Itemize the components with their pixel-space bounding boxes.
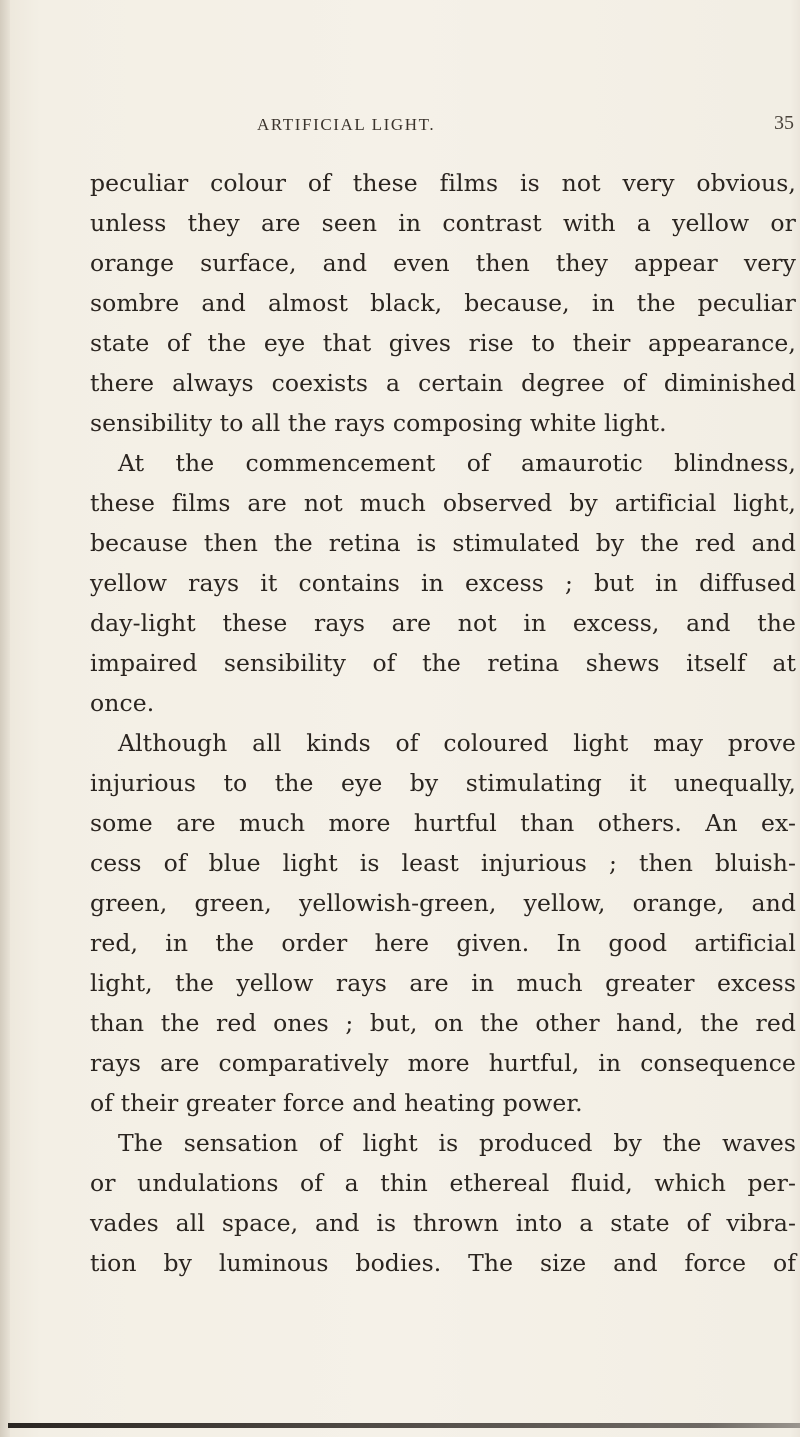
text-line: than the red ones ; but, on the other hand, the red xyxy=(90,1009,796,1037)
text-line: of their greater force and heating power. xyxy=(90,1089,583,1117)
text-line: light, the yellow rays are in much greater excess xyxy=(90,969,796,997)
text-line: these films are not much observed by artificial light, xyxy=(90,489,796,517)
page-number: 35 xyxy=(774,112,794,134)
text-line: tion by luminous bodies. The size and force of xyxy=(90,1249,796,1277)
page-bottom-edge xyxy=(8,1423,800,1428)
text-line: yellow rays it contains in excess ; but in diffused xyxy=(90,569,796,597)
text-line: peculiar colour of these films is not very obvious, xyxy=(90,169,796,197)
text-line: sombre and almost black, because, in the peculiar xyxy=(90,289,796,317)
running-head xyxy=(90,103,796,133)
paragraph-start-line: Although all kinds of coloured light may prove xyxy=(118,729,796,757)
text-line: red, in the order here given. In good artificial xyxy=(90,929,796,957)
text-line: there always coexists a certain degree of diminished xyxy=(90,369,796,397)
text-line: day-light these rays are not in excess, and the xyxy=(90,609,796,637)
text-line: unless they are seen in contrast with a yellow or xyxy=(90,209,796,237)
running-head-title: ARTIFICIAL LIGHT. xyxy=(257,115,436,134)
text-line: or undulations of a thin ethereal fluid, which per- xyxy=(90,1169,796,1197)
text-line: rays are comparatively more hurtful, in consequence xyxy=(90,1049,796,1077)
body-text xyxy=(90,163,796,1283)
text-line: green, green, yellowish-green, yellow, orange, and xyxy=(90,889,796,917)
text-line: vades all space, and is thrown into a state of vibra- xyxy=(90,1209,796,1237)
text-line: cess of blue light is least injurious ; then bluish- xyxy=(90,849,796,877)
paragraph-start-line: At the commencement of amaurotic blindness, xyxy=(118,449,796,477)
page-gutter-shadow xyxy=(0,0,10,1437)
text-line: orange surface, and even then they appear very xyxy=(90,249,796,277)
paragraph-start-line: The sensation of light is produced by the waves xyxy=(118,1129,796,1157)
text-line: state of the eye that gives rise to their appearance, xyxy=(90,329,796,357)
text-line: once. xyxy=(90,689,155,717)
text-line: injurious to the eye by stimulating it unequally, xyxy=(90,769,796,797)
text-line: sensibility to all the rays composing white light. xyxy=(90,409,667,437)
text-line: some are much more hurtful than others. An ex- xyxy=(90,809,796,837)
text-line: because then the retina is stimulated by the red and xyxy=(90,529,796,557)
text-line: impaired sensibility of the retina shews itself at xyxy=(90,649,796,677)
